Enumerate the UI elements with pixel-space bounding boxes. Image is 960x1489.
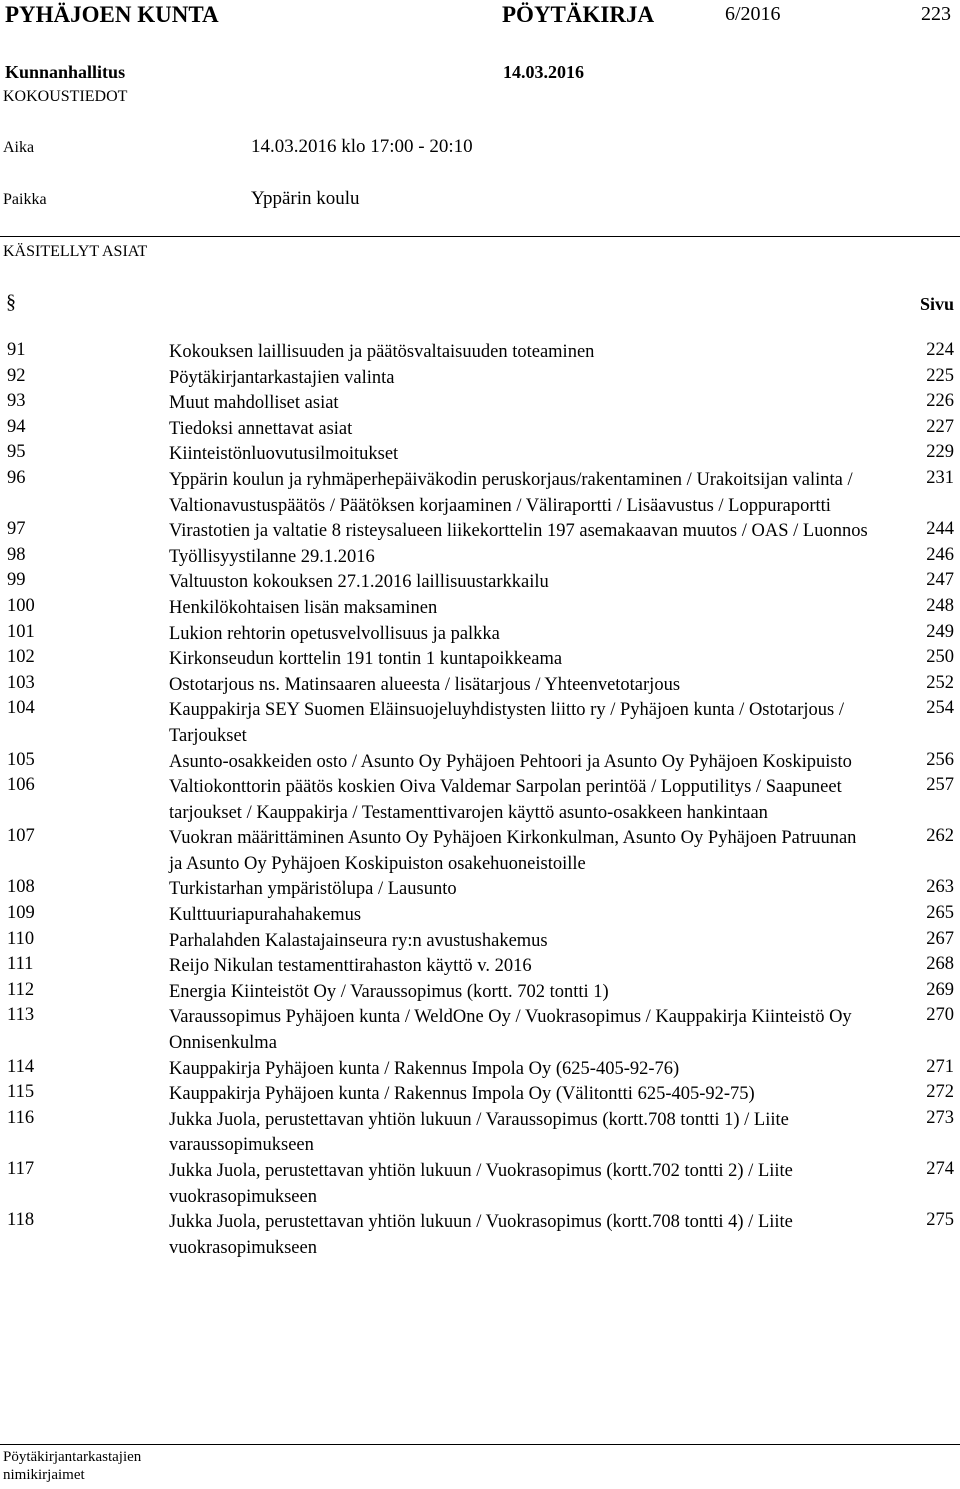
agenda-item-page: 271: [926, 1056, 954, 1077]
divider-line: [0, 236, 960, 237]
agenda-row: [0, 750, 960, 776]
agenda-item-title: Ostotarjous ns. Matinsaaren alueesta / lisätarjous / Yhteenvetotarjous: [169, 674, 681, 695]
agenda-item-title: Energia Kiinteistöt Oy / Varaussopimus (kortt. 702 tontti 1): [169, 981, 609, 1002]
agenda-item-number: 100: [7, 595, 35, 616]
agenda-item-title: Muut mahdolliset asiat: [169, 393, 339, 414]
agenda-item-page: 244: [926, 519, 954, 540]
footer-line-2: nimikirjaimet: [3, 1467, 85, 1483]
agenda-row: [0, 596, 960, 622]
agenda-item-number: 95: [7, 442, 26, 463]
agenda-item-number: 96: [7, 467, 26, 488]
agenda-item-page: 246: [926, 544, 954, 565]
agenda-row: [0, 775, 960, 826]
agenda-item-page: 262: [926, 826, 954, 847]
agenda-row: [0, 442, 960, 468]
agenda-item-page: 226: [926, 391, 954, 412]
agenda-item-page: 263: [926, 877, 954, 898]
agenda-item-title: Parhalahden Kalastajainseura ry:n avustushakemus: [169, 930, 548, 951]
agenda-item-title: Henkilökohtaisen lisän maksaminen: [169, 597, 438, 618]
agenda-list: [0, 340, 960, 1261]
agenda-row: [0, 647, 960, 673]
agenda-item-title: Valtuuston kokouksen 27.1.2016 laillisuustarkkailu: [169, 572, 549, 593]
footer-line-1: Pöytäkirjantarkastajien: [3, 1449, 142, 1465]
agenda-item-number: 110: [7, 928, 35, 949]
agenda-item-number: 101: [7, 621, 35, 642]
agenda-item-title: Turkistarhan ympäristölupa / Lausunto: [169, 879, 457, 900]
agenda-row: [0, 366, 960, 392]
agenda-item-page: 254: [926, 698, 954, 719]
agenda-item-number: 107: [7, 826, 35, 847]
agenda-item-number: 113: [7, 1005, 35, 1026]
agenda-item-number: 108: [7, 877, 35, 898]
agenda-row: [0, 826, 960, 877]
agenda-item-title: Yppärin koulun ja ryhmäperhepäiväkodin peruskorjaus/rakentaminen / Urakoitsijan valinta / Valtionavustuspäätös / Päätöksen korjaaminen / Väliraportti / Lisäavustus / Loppuraportti: [169, 469, 853, 516]
agenda-row: [0, 570, 960, 596]
agenda-row: [0, 1005, 960, 1056]
agenda-row: [0, 622, 960, 648]
place-value: Yppärin koulu: [251, 188, 360, 209]
agenda-item-title: Tiedoksi annettavat asiat: [169, 418, 353, 439]
agenda-item-title: Pöytäkirjantarkastajien valinta: [169, 367, 395, 388]
agenda-item-page: 275: [926, 1210, 954, 1231]
agenda-item-title: Virastotien ja valtatie 8 risteysalueen liikekorttelin 197 asemakaavan muutos / OAS / Luonnos: [169, 521, 868, 542]
agenda-item-number: 114: [7, 1056, 35, 1077]
agenda-item-number: 94: [7, 416, 26, 437]
agenda-item-number: 106: [7, 775, 35, 796]
agenda-item-title: Kiinteistönluovutusilmoitukset: [169, 444, 399, 465]
agenda-row: [0, 468, 960, 519]
municipality-name: PYHÄJOEN KUNTA: [5, 2, 219, 27]
agenda-item-page: 273: [926, 1107, 954, 1128]
agenda-item-page: 256: [926, 749, 954, 770]
agenda-item-page: 267: [926, 928, 954, 949]
time-label: Aika: [3, 139, 35, 156]
agenda-item-title: Kirkonseudun korttelin 191 tontin 1 kuntapoikkeama: [169, 649, 563, 670]
agenda-item-page: 250: [926, 647, 954, 668]
agenda-item-page: 265: [926, 903, 954, 924]
agenda-row: [0, 954, 960, 980]
agenda-row: [0, 1082, 960, 1108]
time-value: 14.03.2016 klo 17:00 - 20:10: [251, 136, 473, 157]
agenda-row: [0, 698, 960, 749]
agenda-item-title: Jukka Juola, perustettavan yhtiön lukuun / Varaussopimus (kortt.708 tontti 1) / Liite varaussopimukseen: [169, 1109, 789, 1156]
agenda-item-title: Kauppakirja Pyhäjoen kunta / Rakennus Impola Oy (625-405-92-76): [169, 1058, 680, 1079]
agenda-row: [0, 340, 960, 366]
page-column-header: Sivu: [919, 294, 954, 314]
agenda-item-page: 227: [926, 416, 954, 437]
section-symbol: §: [6, 291, 16, 313]
agenda-title: KÄSITELLYT ASIAT: [3, 243, 148, 260]
page-number: 223: [921, 3, 951, 25]
agenda-row: [0, 391, 960, 417]
agenda-item-number: 105: [7, 749, 35, 770]
document-number: 6/2016: [725, 3, 781, 25]
agenda-item-number: 97: [7, 519, 26, 540]
agenda-item-number: 103: [7, 672, 35, 693]
agenda-row: [0, 1159, 960, 1210]
agenda-item-title: Lukion rehtorin opetusvelvollisuus ja palkka: [169, 623, 500, 644]
meeting-date: 14.03.2016: [503, 62, 584, 82]
agenda-item-page: 248: [926, 595, 954, 616]
body-name: Kunnanhallitus: [5, 62, 126, 82]
agenda-item-title: Kokouksen laillisuuden ja päätösvaltaisuuden toteaminen: [169, 342, 595, 362]
agenda-item-number: 109: [7, 903, 35, 924]
agenda-item-number: 99: [7, 570, 26, 591]
agenda-row: [0, 417, 960, 443]
agenda-item-page: 249: [926, 621, 954, 642]
agenda-item-number: 93: [7, 391, 26, 412]
agenda-row: [0, 1210, 960, 1261]
agenda-item-page: 268: [926, 954, 954, 975]
agenda-item-number: 102: [7, 647, 35, 668]
agenda-row: [0, 1108, 960, 1159]
agenda-item-title: Asunto-osakkeiden osto / Asunto Oy Pyhäjoen Pehtoori ja Asunto Oy Pyhäjoen Koskipuisto: [169, 751, 852, 772]
place-label: Paikka: [3, 191, 47, 208]
agenda-item-page: 257: [926, 775, 954, 796]
agenda-item-page: 247: [926, 570, 954, 591]
agenda-item-title: Reijo Nikulan testamenttirahaston käyttö v. 2016: [169, 956, 532, 977]
agenda-item-page: 231: [926, 467, 954, 488]
section-title-kokoustiedot: KOKOUSTIEDOT: [3, 88, 128, 105]
agenda-item-page: 252: [926, 672, 954, 693]
agenda-item-number: 117: [7, 1159, 35, 1179]
agenda-item-page: 274: [926, 1159, 954, 1179]
agenda-row: [0, 929, 960, 955]
agenda-item-title: Kauppakirja Pyhäjoen kunta / Rakennus Impola Oy (Välitontti 625-405-92-75): [169, 1084, 755, 1105]
agenda-item-page: 272: [926, 1082, 954, 1103]
agenda-row: [0, 903, 960, 929]
agenda-item-number: 116: [7, 1107, 35, 1128]
agenda-row: [0, 519, 960, 545]
agenda-item-page: 225: [926, 365, 954, 386]
agenda-item-title: Jukka Juola, perustettavan yhtiön lukuun / Vuokrasopimus (kortt.702 tontti 2) / Liite vuokrasopimukseen: [169, 1161, 793, 1207]
agenda-row: [0, 545, 960, 571]
agenda-row: [0, 877, 960, 903]
agenda-item-number: 92: [7, 365, 26, 386]
agenda-item-title: Työllisyystilanne 29.1.2016: [169, 546, 375, 567]
agenda-item-title: Varaussopimus Pyhäjoen kunta / WeldOne Oy / Vuokrasopimus / Kauppakirja Kiinteistö Oy Onnisenkulma: [169, 1007, 852, 1054]
agenda-item-number: 115: [7, 1082, 35, 1103]
agenda-item-page: 224: [926, 340, 954, 360]
agenda-item-title: Kauppakirja SEY Suomen Eläinsuojeluyhdistysten liitto ry / Pyhäjoen kunta / Ostotarjous / Tarjoukset: [169, 700, 845, 746]
agenda-item-page: 229: [926, 442, 954, 463]
agenda-item-number: 112: [7, 979, 35, 1000]
agenda-item-title: Valtiokonttorin päätös koskien Oiva Valdemar Sarpolan perintöä / Lopputilitys / Saapuneet tarjoukset / Kauppakirja / Testamenttivarojen käyttö asunto-osakkeen hankintaan: [169, 777, 842, 823]
agenda-item-number: 111: [7, 954, 34, 975]
agenda-row: [0, 1057, 960, 1083]
agenda-item-number: 104: [7, 698, 35, 719]
agenda-item-number: 98: [7, 544, 26, 565]
agenda-item-page: 270: [926, 1005, 954, 1026]
agenda-item-title: Jukka Juola, perustettavan yhtiön lukuun / Vuokrasopimus (kortt.708 tontti 4) / Liite vuokrasopimukseen: [169, 1212, 793, 1258]
agenda-row: [0, 673, 960, 699]
agenda-item-number: 118: [7, 1210, 35, 1231]
footer-divider: [0, 1444, 960, 1445]
agenda-item-page: 269: [926, 979, 954, 1000]
agenda-item-title: Kulttuuriapurahahakemus: [169, 905, 362, 926]
agenda-row: [0, 980, 960, 1006]
document-type: PÖYTÄKIRJA: [502, 2, 655, 27]
agenda-item-title: Vuokran määrittäminen Asunto Oy Pyhäjoen Kirkonkulman, Asunto Oy Pyhäjoen Patruunan ja Asunto Oy Pyhäjoen Koskipuiston osakehuoneistoille: [169, 828, 857, 874]
agenda-item-number: 91: [7, 340, 26, 360]
